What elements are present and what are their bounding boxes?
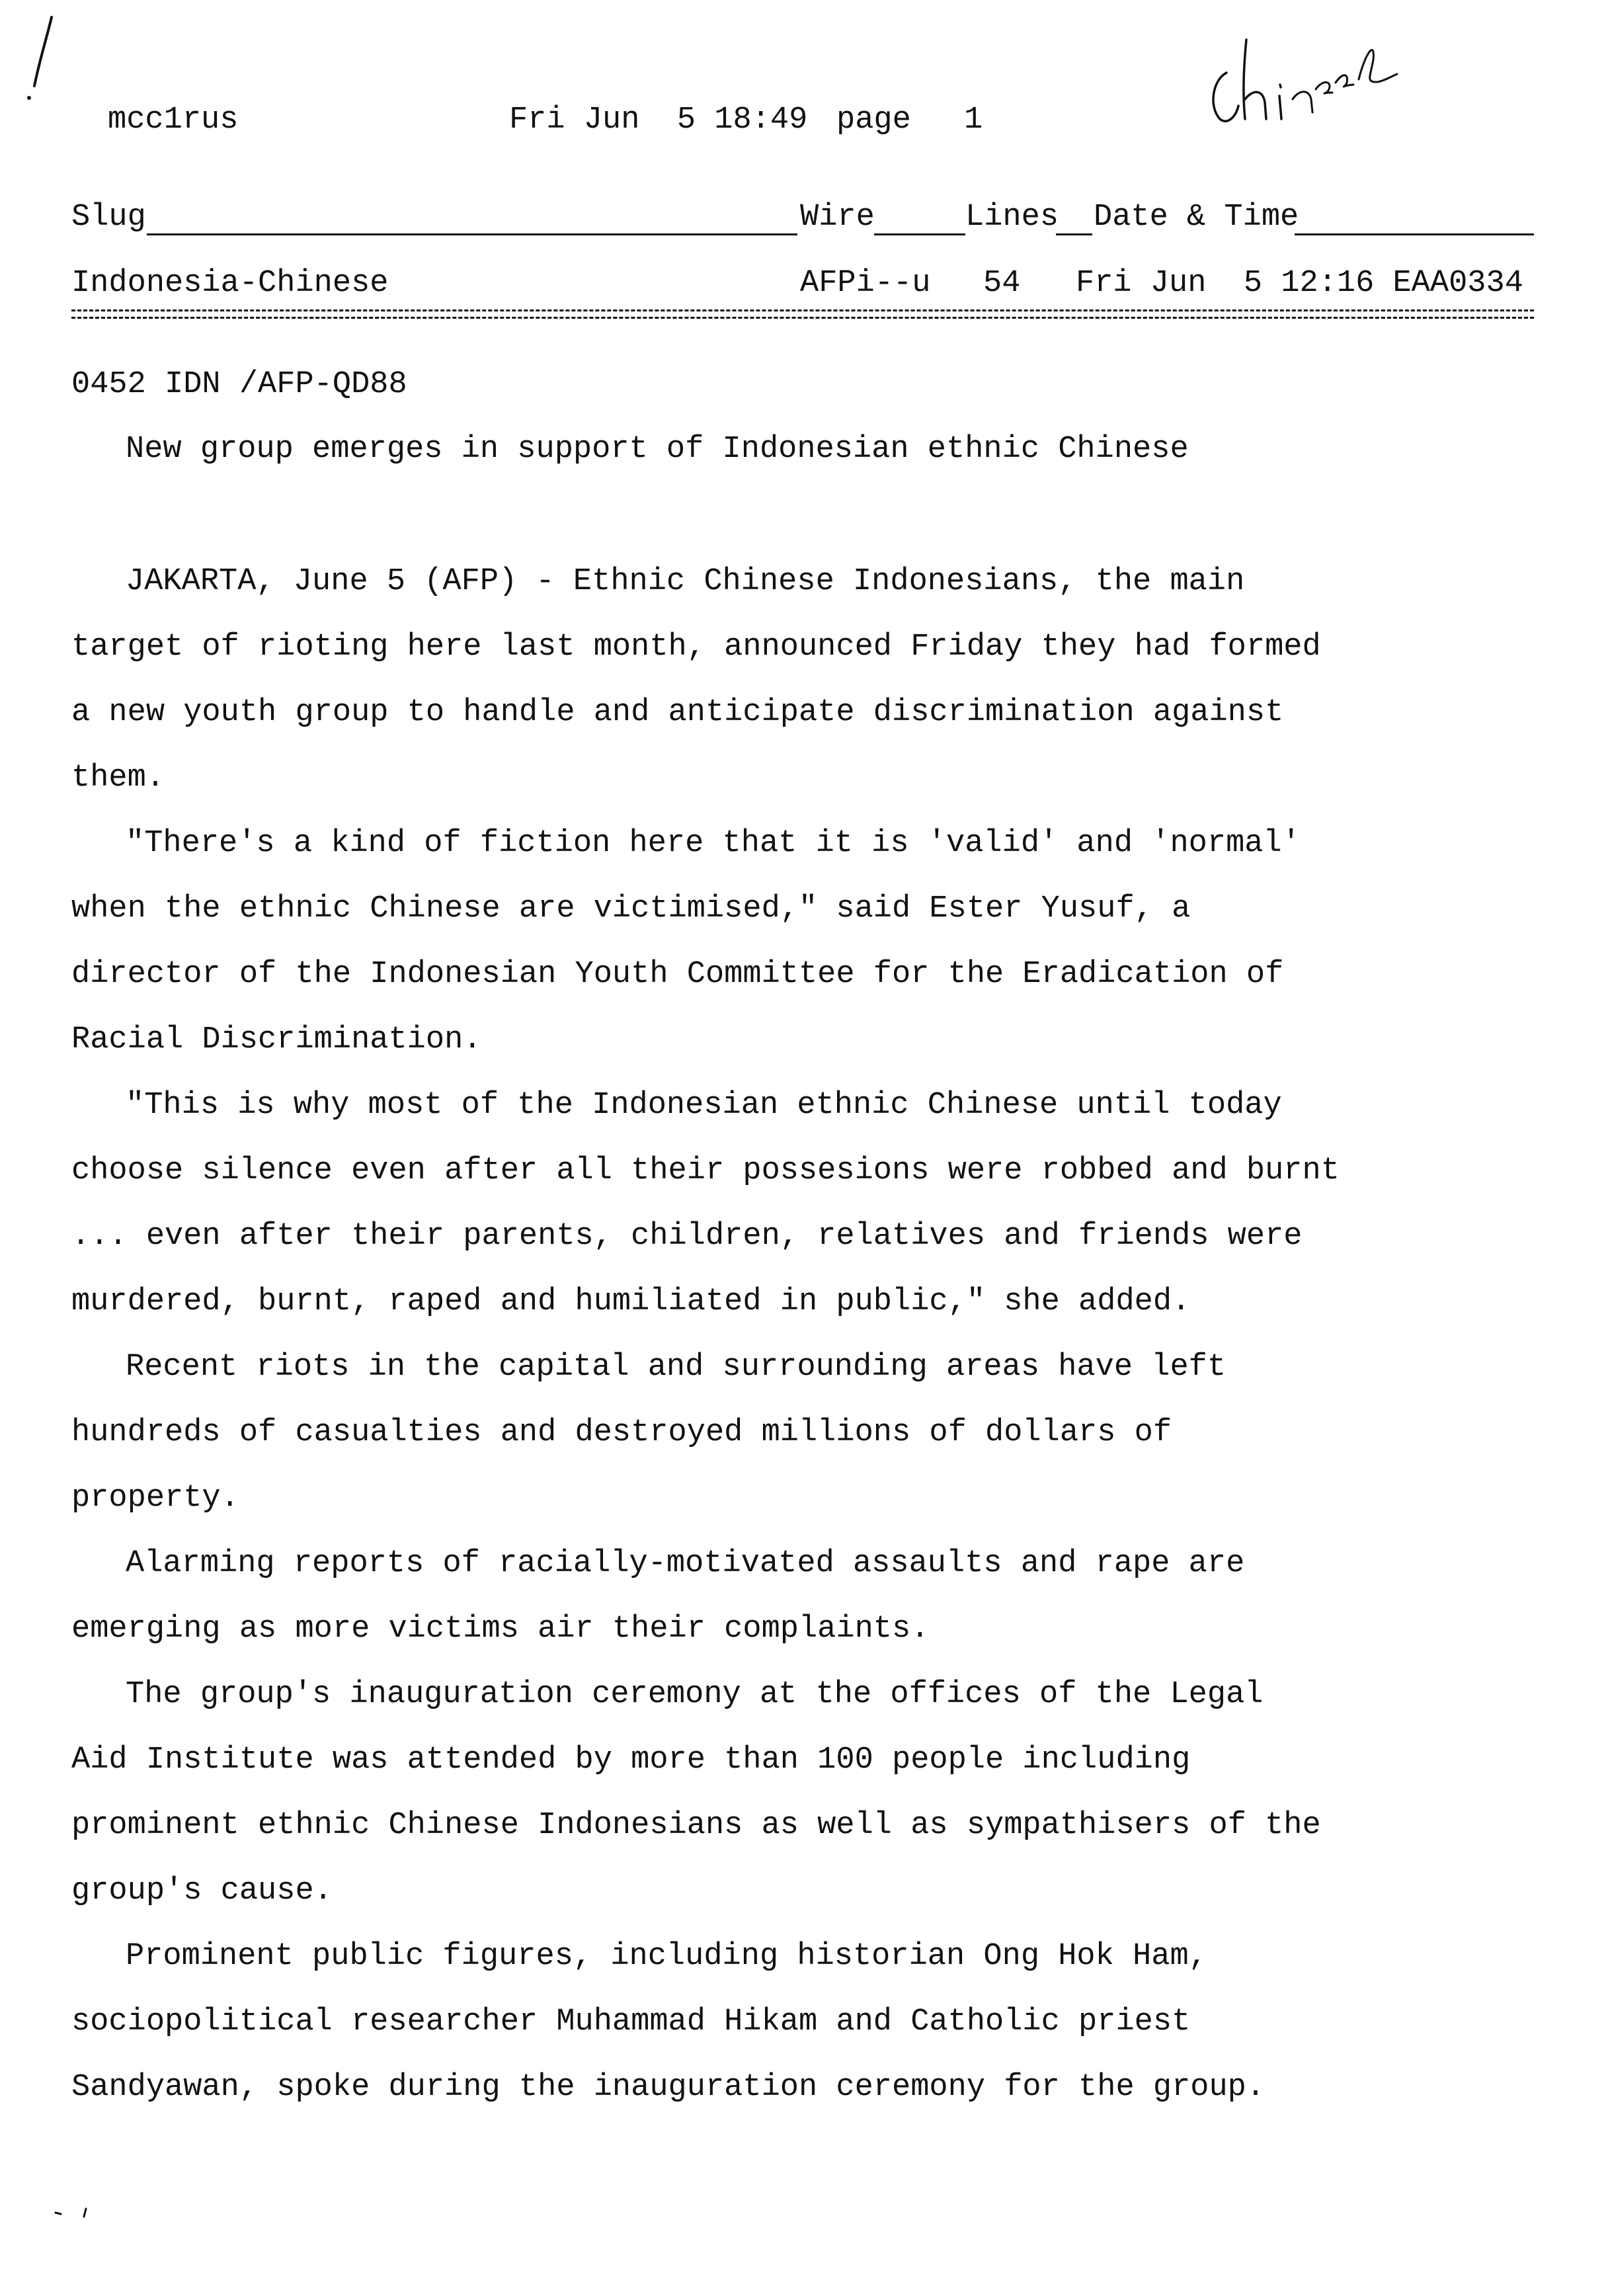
story-line: Recent riots in the capital and surrounding areas have left <box>126 1350 1226 1385</box>
lines-field-line <box>1056 233 1092 235</box>
story-line: a new youth group to handle and anticipate discrimination against <box>71 695 1284 730</box>
story-line: property. <box>71 1481 239 1516</box>
story-line: emerging as more victims air their complaints. <box>71 1612 930 1647</box>
datetime-field-line <box>1295 233 1534 235</box>
wire-label: Wire <box>800 200 875 235</box>
double-rule-divider <box>71 309 1534 319</box>
story-headline: New group emerges in support of Indonesian ethnic Chinese <box>126 432 1189 467</box>
story-line: ... even after their parents, children, relatives and friends were <box>71 1219 1303 1254</box>
story-line: target of rioting here last month, announced Friday they had formed <box>71 630 1321 665</box>
pen-mark-top-left <box>20 13 66 106</box>
slug-value: Indonesia-Chinese <box>71 266 389 301</box>
slug-label: Slug <box>71 200 146 235</box>
story-line: "This is why most of the Indonesian ethnic Chinese until today <box>126 1088 1282 1123</box>
header-print-time: Fri Jun 5 18:49 <box>509 102 808 138</box>
story-line: when the ethnic Chinese are victimised," said Ester Yusuf, a <box>71 891 1191 926</box>
header-user: mcc1rus <box>108 102 239 138</box>
story-line: group's cause. <box>71 1873 333 1908</box>
lines-value: 54 <box>983 266 1021 301</box>
story-line: The group's inauguration ceremony at the offices of the Legal <box>126 1677 1264 1712</box>
story-line: them. <box>71 760 165 796</box>
story-line: sociopolitical researcher Muhammad Hikam and Catholic priest <box>71 2004 1191 2039</box>
story-line: Aid Institute was attended by more than 100 people including <box>71 1742 1191 1778</box>
handwritten-note <box>1200 26 1405 132</box>
story-line: Sandyawan, spoke during the inauguration ceremony for the group. <box>71 2070 1266 2105</box>
lines-label: Lines <box>965 200 1059 235</box>
story-line: prominent ethnic Chinese Indonesians as well as sympathisers of the <box>71 1808 1321 1843</box>
wire-field-line <box>874 233 965 235</box>
story-line: "There's a kind of fiction here that it is 'valid' and 'normal' <box>126 826 1301 861</box>
wire-value: AFPi--u <box>800 266 931 301</box>
story-id-line: 0452 IDN /AFP-QD88 <box>71 367 407 402</box>
story-line: murdered, burnt, raped and humiliated in public," she added. <box>71 1284 1191 1319</box>
header-page-label: page <box>836 102 911 138</box>
header-page-number: 1 <box>964 102 983 138</box>
datetime-label: Date & Time <box>1094 200 1299 235</box>
story-line: Racial Discrimination. <box>71 1022 482 1057</box>
datetime-value: Fri Jun 5 12:16 EAA0334 <box>1076 266 1523 301</box>
pen-mark-bottom-left <box>53 2202 93 2222</box>
story-line: Prominent public figures, including historian Ong Hok Ham, <box>126 1939 1207 1974</box>
story-line: choose silence even after all their possesions were robbed and burnt <box>71 1153 1340 1188</box>
slug-field-line <box>147 233 797 235</box>
story-line: director of the Indonesian Youth Committee for the Eradication of <box>71 957 1284 992</box>
story-line: Alarming reports of racially-motivated assaults and rape are <box>126 1546 1245 1581</box>
story-line: hundreds of casualties and destroyed millions of dollars of <box>71 1415 1172 1450</box>
story-line: JAKARTA, June 5 (AFP) - Ethnic Chinese Indonesians, the main <box>126 564 1245 599</box>
